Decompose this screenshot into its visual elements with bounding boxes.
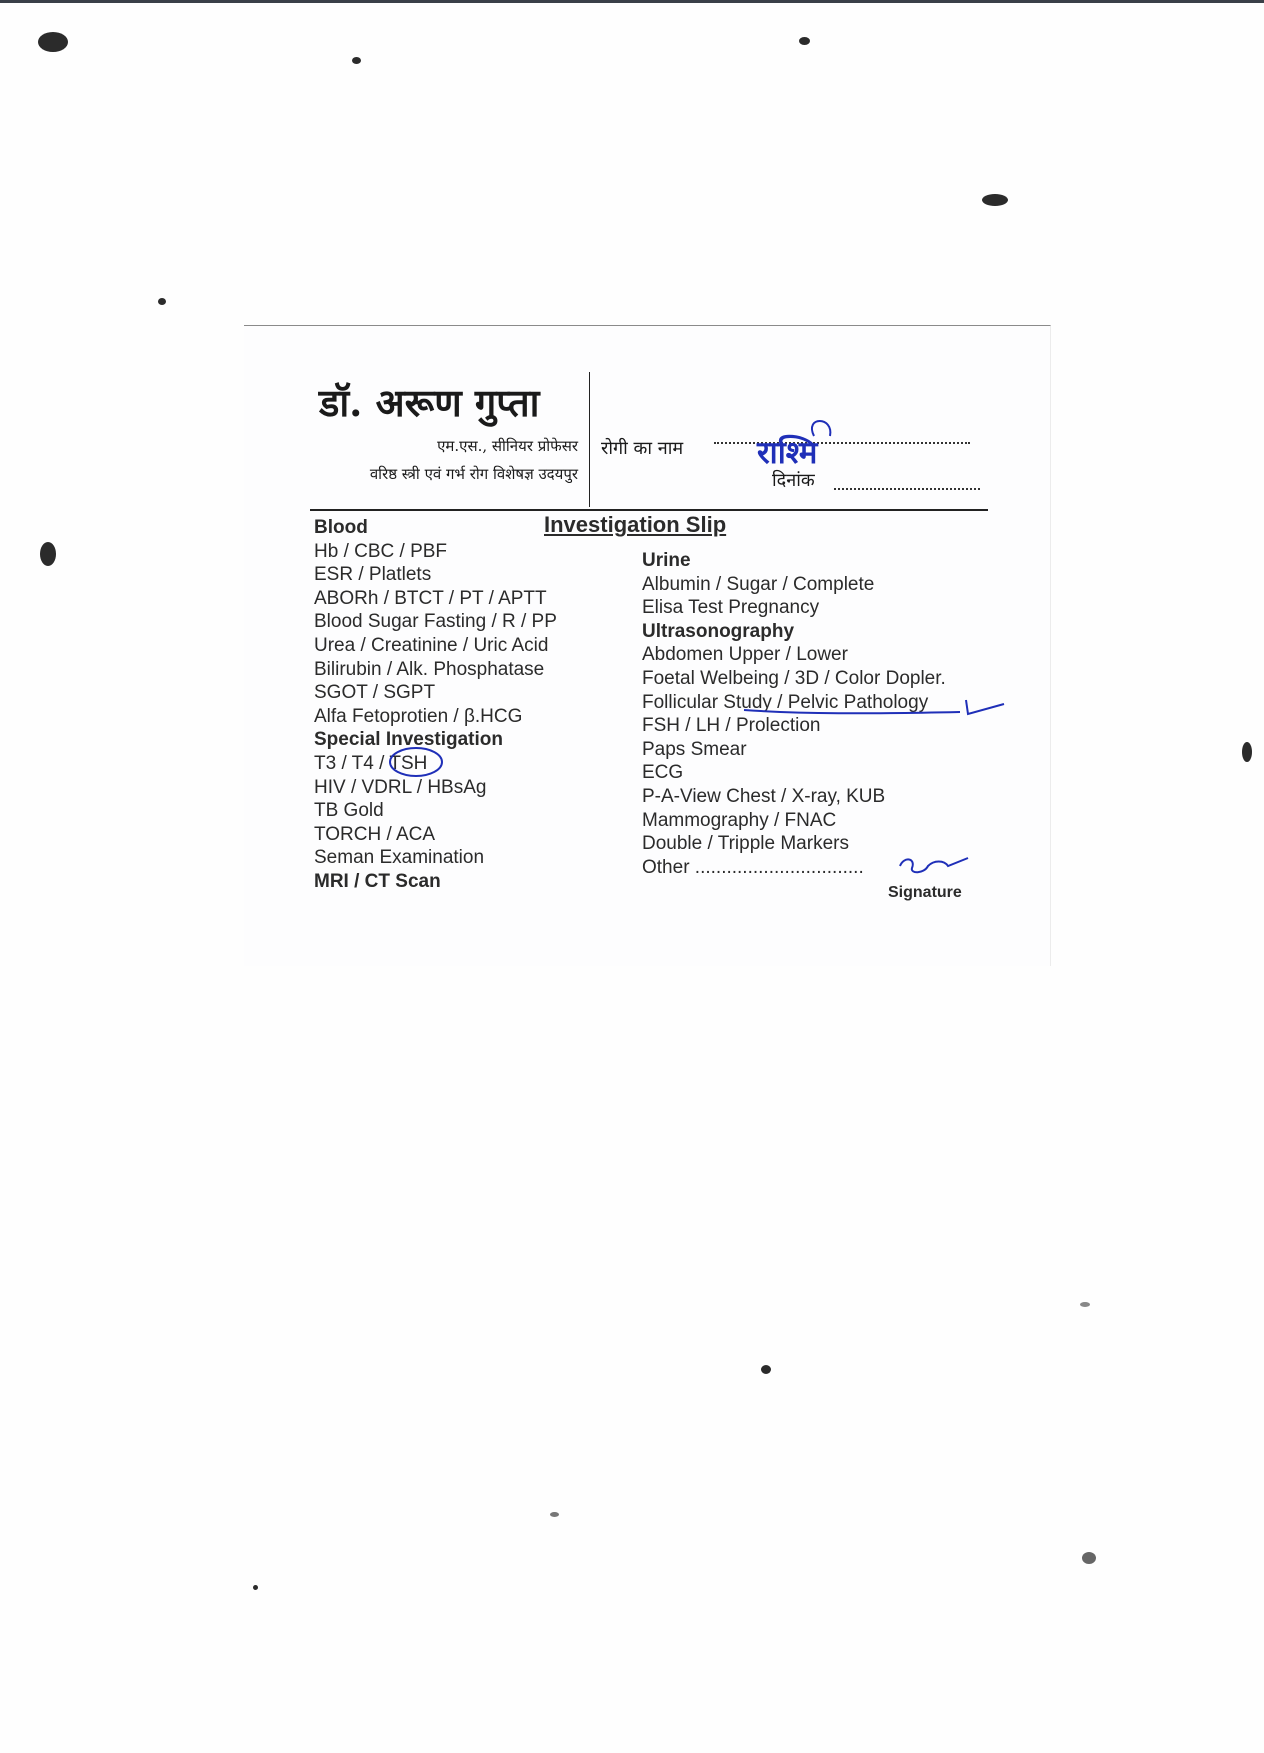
list-item: ESR / Platlets: [314, 564, 432, 586]
list-item: Foetal Welbeing / 3D / Color Dopler.: [642, 667, 946, 689]
signature-scribble: [900, 858, 968, 872]
list-item: HIV / VDRL / HBsAg: [314, 776, 487, 798]
investigation-slip: [244, 325, 1051, 966]
list-item: FSH / LH / Prolection: [642, 715, 821, 737]
list-item: Alfa Fetoprotien / β.HCG: [314, 705, 523, 727]
scan-speck: [40, 542, 56, 566]
list-item: Elisa Test Pregnancy: [642, 597, 820, 619]
list-item: Other ................................: [642, 856, 864, 878]
list-item: Urine: [642, 550, 691, 571]
scan-speck: [799, 37, 810, 45]
scan-speck: [982, 194, 1008, 206]
list-item: Mammography / FNAC: [642, 809, 837, 831]
tick-mark: [966, 700, 1004, 714]
scan-speck: [158, 298, 166, 305]
scan-edge: [0, 0, 1264, 3]
scan-speck: [352, 57, 361, 64]
pen-annotations: [244, 326, 1050, 966]
doctor-specialty: वरिष्ठ स्त्री एवं गर्भ रोग विशेषज्ञ उदयपुर: [369, 465, 578, 483]
list-item: Bilirubin / Alk. Phosphatase: [314, 658, 545, 680]
list-item: TB Gold: [314, 800, 384, 822]
list-item: TORCH / ACA: [314, 823, 436, 845]
list-item: Blood Sugar Fasting / R / PP: [314, 611, 557, 633]
name-loop: [812, 421, 830, 436]
list-item: Hb / CBC / PBF: [314, 540, 448, 562]
signature-label: Signature: [888, 884, 962, 901]
scan-speck: [761, 1365, 771, 1374]
scan-speck: [1082, 1552, 1096, 1564]
list-item: SGOT / SGPT: [314, 682, 436, 704]
list-item: Paps Smear: [642, 738, 747, 760]
scan-speck: [550, 1512, 559, 1517]
date-label: दिनांक: [772, 470, 815, 491]
list-item: MRI / CT Scan: [314, 870, 441, 892]
slip-title: Investigation Slip: [544, 512, 727, 537]
list-item: Special Investigation: [314, 729, 503, 751]
list-item: ABORh / BTCT / PT / APTT: [314, 587, 547, 609]
doctor-qualification: एम.एस., सीनियर प्रोफेसर: [437, 437, 578, 455]
scan-speck: [253, 1585, 258, 1590]
list-item: P-A-View Chest / X-ray, KUB: [642, 785, 886, 807]
list-item: Double / Tripple Markers: [642, 833, 849, 855]
list-item: Abdomen Upper / Lower: [642, 644, 848, 666]
patient-name-handwritten: राश्मि: [757, 435, 818, 471]
list-item: Urea / Creatinine / Uric Acid: [314, 634, 549, 656]
list-item: Seman Examination: [314, 847, 485, 869]
tsh-circle-mark: [390, 748, 442, 776]
list-item: ECG: [642, 762, 684, 784]
list-item: Ultrasonography: [642, 620, 795, 642]
list-item-tsh: T3 / T4 / TSH: [314, 752, 428, 774]
list-item-pelvic-pathology: Follicular Study / Pelvic Pathology: [642, 691, 929, 713]
patient-name-label: रोगी का नाम: [601, 438, 684, 459]
list-item: Albumin / Sugar / Complete: [642, 573, 875, 595]
scan-speck: [38, 32, 68, 52]
pelvic-pathology-underline: [744, 710, 960, 713]
scan-speck: [1242, 742, 1252, 762]
list-item: Blood: [314, 517, 368, 538]
scan-speck: [1080, 1302, 1090, 1307]
doctor-name: डॉ. अरूण गुप्ता: [319, 380, 540, 425]
